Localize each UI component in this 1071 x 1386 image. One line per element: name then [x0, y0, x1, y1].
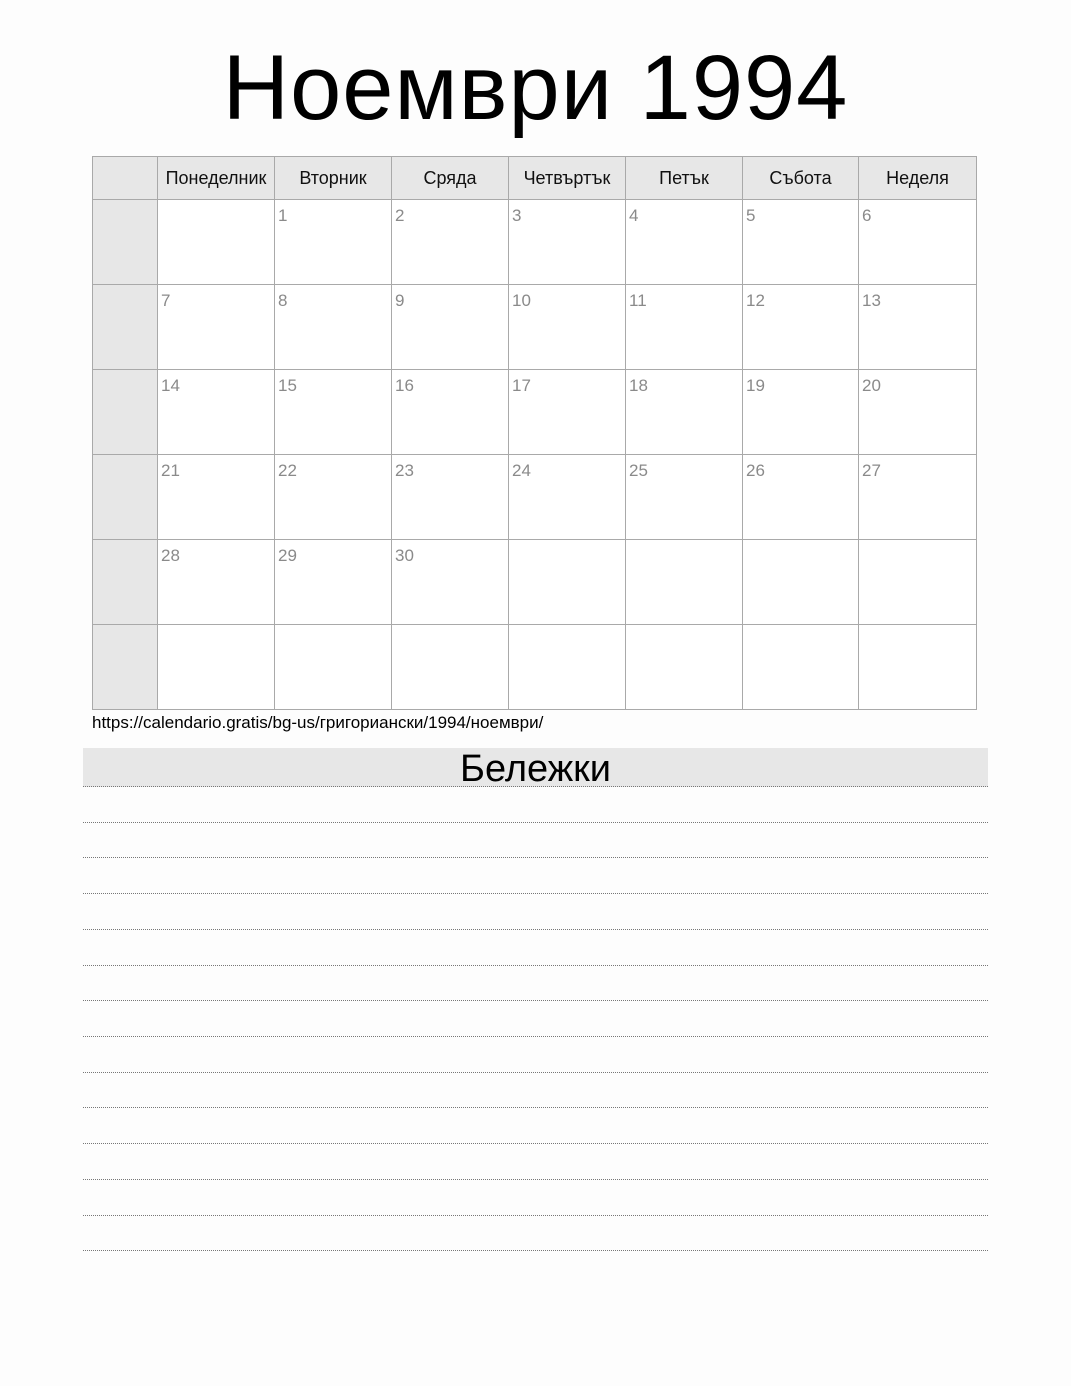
weekday-header: Неделя: [859, 157, 977, 200]
day-cell: [158, 625, 275, 710]
day-cell: [158, 540, 275, 625]
week-number-cell: [93, 625, 158, 710]
day-number: 5: [746, 206, 756, 225]
day-number: 3: [512, 206, 522, 225]
day-number: [275, 625, 391, 631]
day-number: 27: [862, 461, 881, 480]
week-number-cell: [93, 285, 158, 370]
day-number: 25: [629, 461, 648, 480]
day-cell: [626, 540, 743, 625]
day-number: 18: [629, 376, 648, 395]
week-row: [93, 540, 977, 625]
day-number: 12: [746, 291, 765, 310]
note-line: [83, 857, 988, 858]
day-cell: [275, 625, 392, 710]
week-number-cell: [93, 200, 158, 285]
day-number: 6: [862, 206, 872, 225]
weekday-header: Понеделник: [158, 157, 275, 200]
day-cell: [275, 370, 392, 455]
note-line: [83, 1036, 988, 1037]
day-cell: [509, 370, 626, 455]
weekday-header: Петък: [626, 157, 743, 200]
day-number: 26: [746, 461, 765, 480]
day-cell: [743, 370, 859, 455]
day-number: 9: [395, 291, 405, 310]
day-cell: [626, 200, 743, 285]
day-number: 8: [278, 291, 288, 310]
day-number: [158, 625, 274, 631]
day-cell: [392, 285, 509, 370]
day-number: 22: [278, 461, 297, 480]
day-cell: [392, 625, 509, 710]
week-number-cell: [93, 540, 158, 625]
page-title: Ноември 1994: [222, 37, 849, 139]
day-cell: [509, 200, 626, 285]
day-number: 10: [512, 291, 531, 310]
week-row: [93, 285, 977, 370]
day-number: [859, 540, 976, 546]
note-line: [83, 893, 988, 894]
note-line: [83, 1000, 988, 1001]
note-line: [83, 1250, 988, 1251]
note-line: [83, 1143, 988, 1144]
day-cell: [859, 540, 977, 625]
day-number: [392, 625, 508, 631]
weekday-header: Вторник: [275, 157, 392, 200]
day-cell: [509, 455, 626, 540]
day-cell: [392, 540, 509, 625]
weekday-header: Сряда: [392, 157, 509, 200]
source-url: https://calendario.gratis/bg-us/григориански/1994/ноември/: [92, 713, 544, 732]
day-number: [509, 625, 625, 631]
day-cell: [626, 285, 743, 370]
note-line: [83, 822, 988, 823]
notes-title: Бележки: [83, 748, 988, 787]
day-cell: [743, 625, 859, 710]
day-cell: [275, 285, 392, 370]
day-number: 24: [512, 461, 531, 480]
day-cell: [743, 200, 859, 285]
day-number: 17: [512, 376, 531, 395]
day-cell: [743, 455, 859, 540]
week-number-header: [93, 157, 158, 200]
week-row: [93, 625, 977, 710]
day-cell: [275, 540, 392, 625]
week-row: [93, 370, 977, 455]
week-row: [93, 455, 977, 540]
day-cell: [743, 540, 859, 625]
day-cell: [859, 370, 977, 455]
day-number: [743, 625, 858, 631]
day-number: 20: [862, 376, 881, 395]
day-number: [626, 625, 742, 631]
day-cell: [859, 200, 977, 285]
day-number: 13: [862, 291, 881, 310]
day-number: 1: [278, 206, 288, 225]
day-cell: [626, 455, 743, 540]
day-cell: [158, 285, 275, 370]
weekday-header-row: [93, 157, 977, 200]
day-number: 19: [746, 376, 765, 395]
week-number-cell: [93, 370, 158, 455]
day-cell: [509, 625, 626, 710]
day-number: 2: [395, 206, 405, 225]
day-cell: [158, 200, 275, 285]
day-number: [158, 200, 274, 206]
day-number: [509, 540, 625, 546]
day-number: 29: [278, 546, 297, 565]
day-number: 16: [395, 376, 414, 395]
note-line: [83, 929, 988, 930]
day-cell: [626, 625, 743, 710]
note-line: [83, 1215, 988, 1216]
note-line: [83, 1179, 988, 1180]
weekday-header: Четвъртък: [509, 157, 626, 200]
note-line: [83, 965, 988, 966]
day-cell: [275, 200, 392, 285]
day-number: [743, 540, 858, 546]
week-row: [93, 200, 977, 285]
note-line: [83, 1107, 988, 1108]
day-cell: [275, 455, 392, 540]
day-number: 15: [278, 376, 297, 395]
day-number: 28: [161, 546, 180, 565]
day-cell: [859, 625, 977, 710]
day-number: [859, 625, 976, 631]
day-number: 30: [395, 546, 414, 565]
day-cell: [509, 540, 626, 625]
note-line: [83, 1072, 988, 1073]
day-number: 11: [629, 291, 647, 310]
day-number: 21: [161, 461, 180, 480]
week-number-cell: [93, 455, 158, 540]
calendar-grid: [92, 156, 977, 710]
day-cell: [158, 455, 275, 540]
day-cell: [626, 370, 743, 455]
weekday-header: Събота: [743, 157, 859, 200]
day-cell: [743, 285, 859, 370]
day-number: 14: [161, 376, 180, 395]
day-cell: [392, 455, 509, 540]
day-number: [626, 540, 742, 546]
day-cell: [509, 285, 626, 370]
day-cell: [392, 200, 509, 285]
day-number: 7: [161, 291, 171, 310]
day-cell: [859, 285, 977, 370]
day-number: 4: [629, 206, 639, 225]
day-cell: [158, 370, 275, 455]
day-number: 23: [395, 461, 414, 480]
day-cell: [392, 370, 509, 455]
day-cell: [859, 455, 977, 540]
